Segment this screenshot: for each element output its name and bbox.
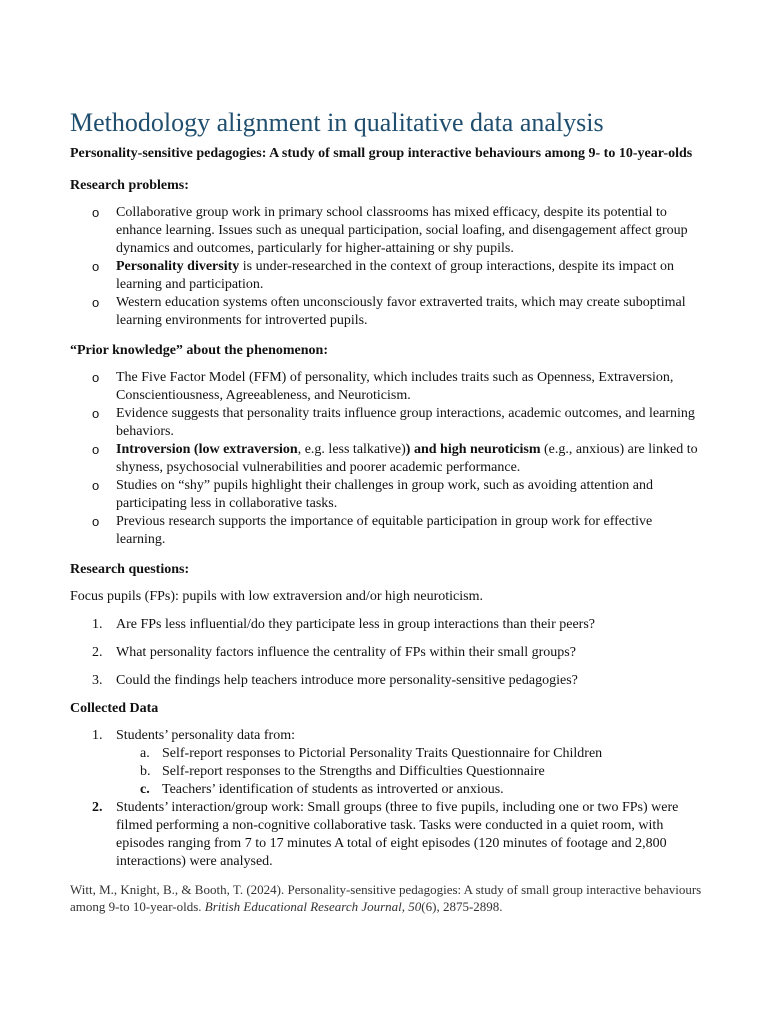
sub-list-item: a. Self-report responses to Pictorial Personality Traits Questionnaire for Children xyxy=(140,746,603,761)
list-item: o The Five Factor Model (FFM) of personality, which includes traits such as Openness, Extraversion, Conscientiousness, Agreeableness, and Neuroticism. xyxy=(116,369,702,405)
sub-list-item: c. Teachers’ identification of students as introverted or anxious. xyxy=(140,782,504,797)
study-subtitle: Personality-sensitive pedagogies: A study of small group interactive behaviours among 9- to 10-year-olds xyxy=(70,146,693,161)
list-item: o Previous research supports the importance of equitable participation in group work for effective learning. xyxy=(116,513,702,549)
research-problems-list xyxy=(70,204,702,330)
list-item: o Collaborative group work in primary school classrooms has mixed efficacy, despite its potential to enhance learning. Issues such as unequal participation, social loafing, and disengagement affect group dynamics and outcomes, particularly for higher-attaining or shy pupils. xyxy=(116,204,702,258)
list-item: o Introversion (low extraversion, e.g. less talkative)) and high neuroticism (e.g., anxious) are linked to shyness, psychosocial vulnerabilities and poorer academic performance. xyxy=(116,441,702,477)
research-questions-heading: Research questions: xyxy=(70,562,190,577)
list-item: 2. What personality factors influence the centrality of FPs within their small groups? xyxy=(92,645,576,660)
list-item: 1. Students’ personality data from: a. Self-report responses to Pictorial Personality Traits Questionnaire for Children b. Self-report responses to the Strengths and Difficulties Questionnaire c. Teachers’ identification of students as introverted or anxious. xyxy=(116,727,702,799)
list-item: 1. Are FPs less influential/do they participate less in group interactions than their peers? xyxy=(92,617,595,632)
reference-citation: Witt, M., Knight, B., & Booth, T. (2024). Personality-sensitive pedagogies: A study of small group interactive behaviours among 9-to 10-year-olds. British Educational Research Journal, 50(6), 2875-2898. xyxy=(70,882,702,914)
research-questions-list xyxy=(70,616,702,690)
collected-data-heading: Collected Data xyxy=(70,701,159,716)
prior-knowledge-list xyxy=(70,369,702,549)
list-item: 2. Students’ interaction/group work: Small groups (three to five pupils, including one or two FPs) were filmed performing a non-cognitive collaborative task. Tasks were conducted in a quiet room, with episodes ranging from 7 to 17 minutes A total of eight episodes (120 minutes of footage and 2,800 interactions) were analysed. xyxy=(92,800,679,869)
focus-pupils-definition: Focus pupils (FPs): pupils with low extraversion and/or high neuroticism. xyxy=(70,589,483,604)
list-item: o Western education systems often unconsciously favor extraverted traits, which may create suboptimal learning environments for introverted pupils. xyxy=(116,294,702,330)
list-item: o Evidence suggests that personality traits influence group interactions, academic outcomes, and learning behaviors. xyxy=(116,405,702,441)
collected-data-list xyxy=(70,727,702,871)
sub-list-item: b. Self-report responses to the Strengths and Difficulties Questionnaire xyxy=(140,764,545,779)
list-item: o Personality diversity is under-researched in the context of group interactions, despite its impact on learning and participation. xyxy=(116,258,702,294)
prior-knowledge-heading: “Prior knowledge” about the phenomenon: xyxy=(70,343,328,358)
personality-data-sublist xyxy=(116,745,702,799)
list-item: 3. Could the findings help teachers introduce more personality-sensitive pedagogies? xyxy=(92,673,578,688)
page-title: Methodology alignment in qualitative data analysis xyxy=(70,108,604,137)
research-problems-heading: Research problems: xyxy=(70,178,189,193)
list-item: o Studies on “shy” pupils highlight their challenges in group work, such as avoiding attention and participating less in collaborative tasks. xyxy=(116,477,702,513)
